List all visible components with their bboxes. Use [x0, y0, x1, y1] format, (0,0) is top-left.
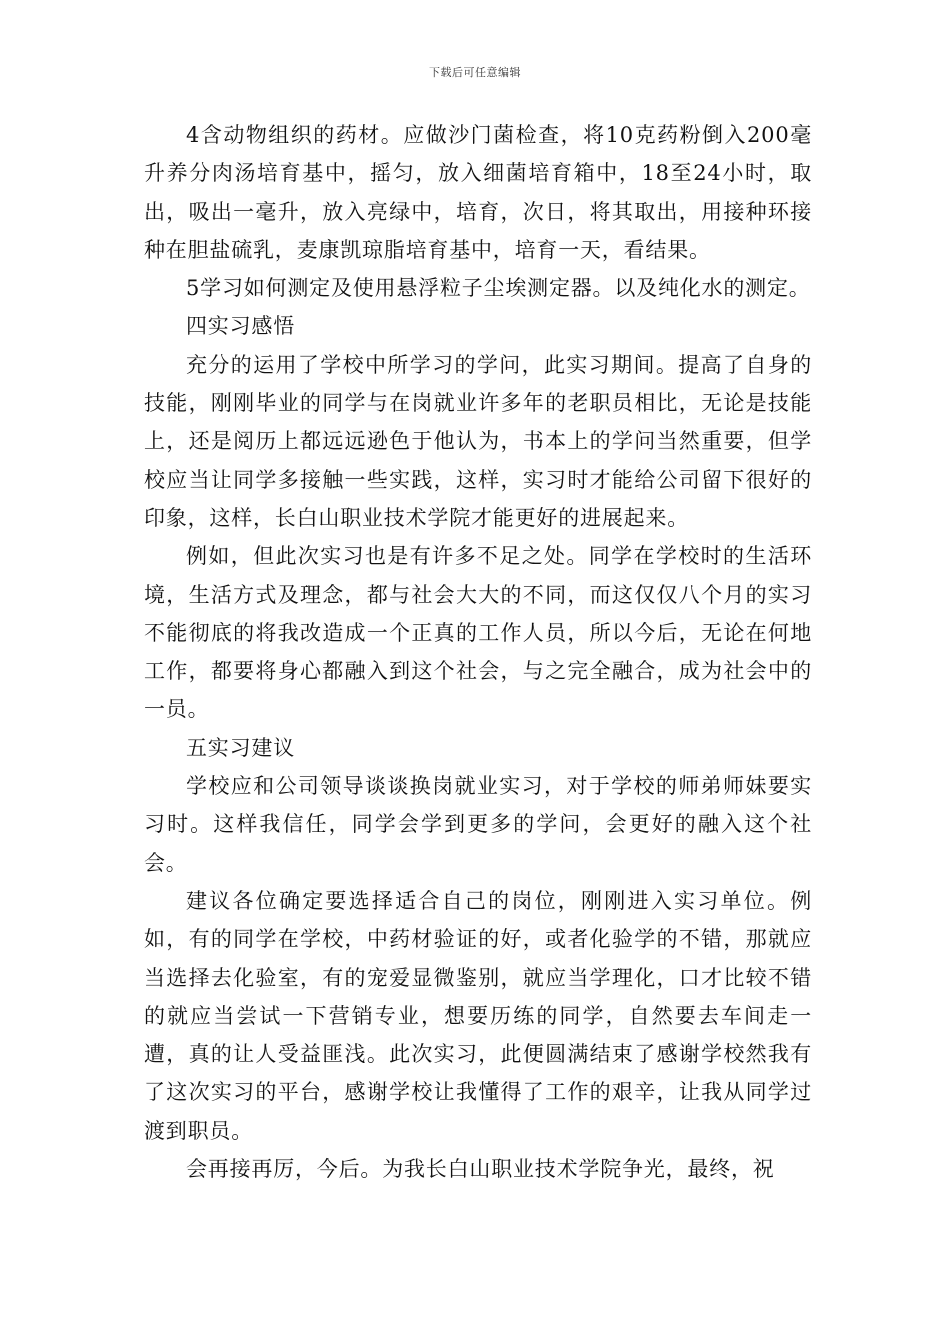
- paragraph-sample-test-step-5: 5学习如何测定及使用悬浮粒子尘埃测定器。以及纯化水的测定。: [186, 276, 811, 301]
- section-heading-internship-reflection: 四实习感悟: [186, 314, 295, 339]
- page-header: 下载后可任意编辑: [429, 66, 521, 79]
- paragraph-suggestion-2: 建议各位确定要选择适合自己的岗位，刚刚进入实习单位。例如，有的同学在学校，中药材验证的好，或者化验学的不错，那就应当选择去化验室，有的宠爱显微鉴别，就应当学理化，口才比较不错的就应当尝试一下营销专业，想要历练的同学，自然要去车间走一遭，真的让人受益匪浅。此次实习，此便圆满结束了感谢学校然我有了这次实习的平台，感谢学校让我懂得了工作的艰辛，让我从同学过渡到职员。: [144, 888, 812, 1143]
- paragraph-closing: 会再接再厉，今后。为我长白山职业技术学院争光，最终，祝: [186, 1157, 775, 1182]
- paragraph-suggestion-1: 学校应和公司领导谈谈换岗就业实习，对于学校的师弟师妹要实习时。这样我信任，同学会学到更多的学问，会更好的融入这个社会。: [144, 774, 812, 875]
- paragraph-reflection-1: 充分的运用了学校中所学习的学问，此实习期间。提高了自身的技能，刚刚毕业的同学与在岗就业许多年的老职员相比，无论是技能上，还是阅历上都远远逊色于他认为，书本上的学问当然重要，但学校应当让同学多接触一些实践，这样，实习时才能给公司留下很好的印象，这样，长白山职业技术学院才能更好的进展起来。: [144, 352, 812, 530]
- document-body: [144, 116, 812, 1188]
- section-heading-internship-suggestions: 五实习建议: [186, 735, 295, 760]
- paragraph-sample-test-step-4: 4含动物组织的药材。应做沙门菌检查，将10克药粉倒入200毫升养分肉汤培育基中，摇匀，放入细菌培育箱中，18至24小时，取出，吸出一毫升，放入亮绿中，培育，次日，将其取出，用接种环接种在胆盐硫乳，麦康凯琼脂培育基中，培育一天，看结果。: [144, 123, 812, 262]
- paragraph-reflection-2: 例如，但此次实习也是有许多不足之处。同学在学校时的生活环境，生活方式及理念，都与社会大大的不同，而这仅仅八个月的实习不能彻底的将我改造成一个正真的工作人员，所以今后，无论在何地工作，都要将身心都融入到这个社会，与之完全融合，成为社会中的一员。: [144, 544, 812, 722]
